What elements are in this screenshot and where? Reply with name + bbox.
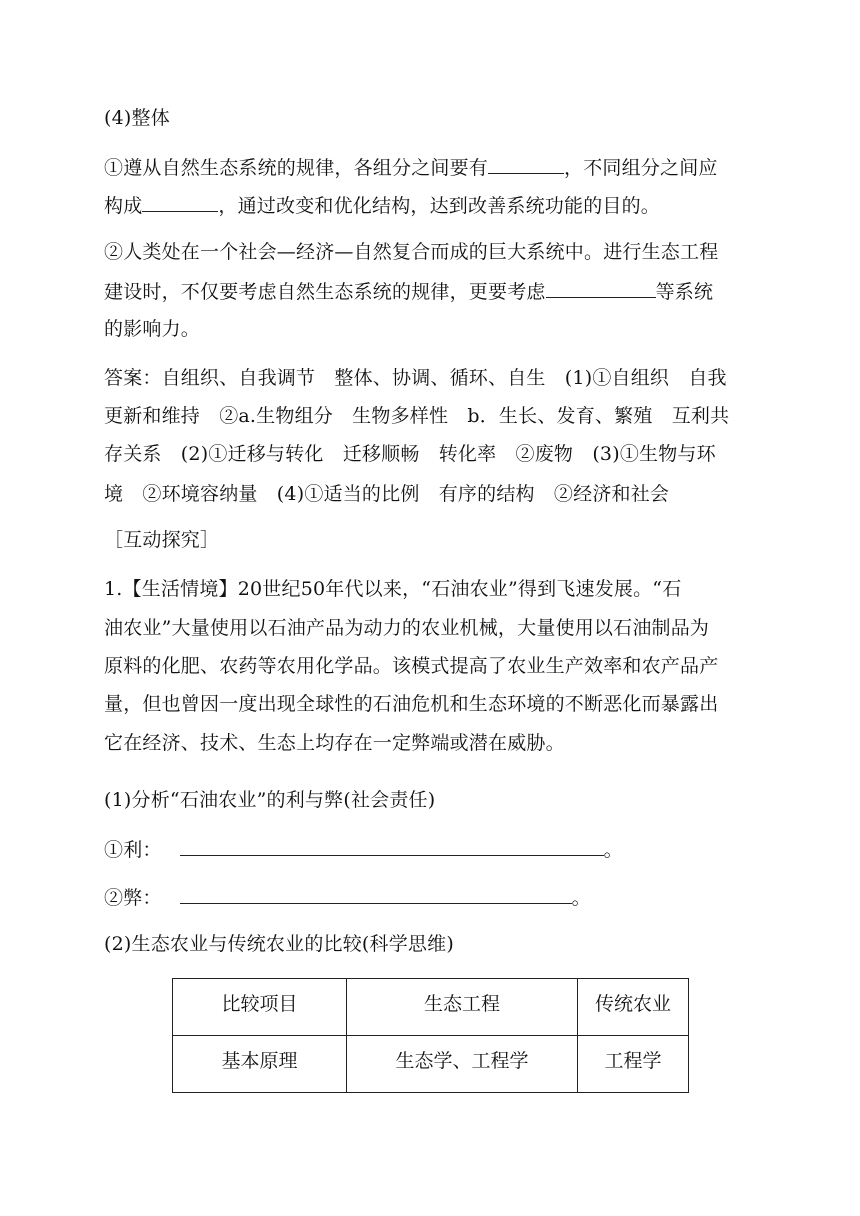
benefit-answer-blank[interactable] [180,837,604,856]
sub-question-2: (2)生态农业与传统农业的比较(科学思维) [104,933,454,955]
comparison-table [172,978,689,1093]
text-run: 等系统 [655,281,714,303]
benefit-line [104,837,764,862]
answer-line-3: 存关系 (2)①迁移与转化 迁移顺畅 转化率 ②废物 (3)①生物与环 [104,443,716,465]
table-cell: 工程学 [578,1036,689,1093]
text-run: 建设时，不仅要考虑自然生态系统的规律，更要考虑 [104,281,546,303]
benefit-label: ①利： [104,839,162,861]
fill-blank[interactable] [142,193,218,212]
table-header-cell: 传统农业 [578,979,689,1036]
paragraph-1-line-2 [104,193,764,218]
answer-line-4: 境 ②环境容纳量 (4)①适当的比例 有序的结构 ②经济和社会 [104,483,670,505]
benefit-end: 。 [603,839,623,861]
fill-blank[interactable] [488,155,564,174]
table-cell: 生态学、工程学 [347,1036,578,1093]
question-1-line-5: 它在经济、技术、生态上均存在一定弊端或潜在威胁。 [104,732,565,754]
paragraph-2-line-3: 的影响力。 [104,318,201,340]
section-heading: (4)整体 [104,107,170,129]
table-header-row [173,979,689,1036]
table-header-cell: 比较项目 [173,979,347,1036]
text-run: ①遵从自然生态系统的规律，各组分之间要有 [104,157,489,179]
table-header-cell: 生态工程 [347,979,578,1036]
question-1-line-2: 油农业”大量使用以石油产品为动力的农业机械，大量使用以石油制品为 [104,617,710,639]
question-1-line-4: 量，但也曾因一度出现全球性的石油危机和生态环境的不断恶化而暴露出 [104,693,719,715]
paragraph-2-line-1: ②人类处在一个社会—经济—自然复合而成的巨大系统中。进行生态工程 [104,241,719,263]
question-1-line-1: 1.【生活情境】20世纪50年代以来，“石油农业”得到飞速发展。“石 [104,578,682,600]
interactive-heading: ［互动探究］ [104,529,220,551]
answer-line-1: 答案：自组织、自我调节 整体、协调、循环、自生 (1)①自组织 自我 [104,367,727,389]
answer-line-2: 更新和维持 ②a.生物组分 生物多样性 b．生长、发育、繁殖 互利共 [104,405,730,427]
question-1-line-3: 原料的化肥、农药等农用化学品。该模式提高了农业生产效率和农产品产 [104,655,719,677]
harm-end: 。 [571,887,591,909]
text-run: 构成 [104,195,143,217]
table-cell: 基本原理 [173,1036,347,1093]
harm-label: ②弊： [104,887,162,909]
fill-blank[interactable] [546,279,656,298]
text-run: ，通过改变和优化结构，达到改善系统功能的目的。 [218,195,661,217]
sub-question-1: (1)分析“石油农业”的利与弊(社会责任) [104,789,436,811]
harm-line [104,885,764,910]
paragraph-2-line-2 [104,279,764,304]
table-row [173,1036,689,1093]
paragraph-1-line-1 [104,155,764,180]
harm-answer-blank[interactable] [180,885,572,904]
text-run: ，不同组分之间应 [564,157,718,179]
